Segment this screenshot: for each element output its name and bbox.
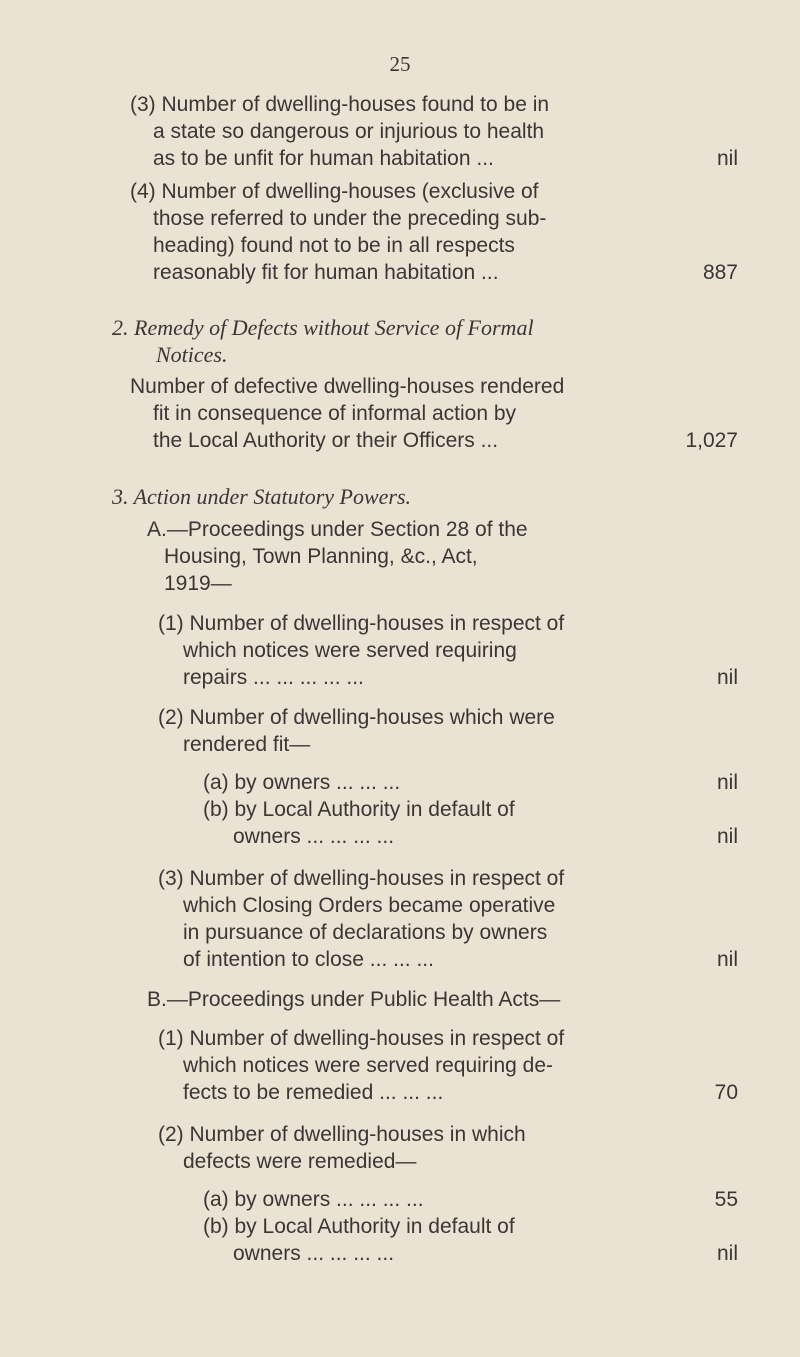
a1-value: nil [716,666,738,689]
section-a-line-1: A.—Proceedings under Section 28 of the [147,518,528,541]
item-4-line-1: (4) Number of dwelling-houses (exclusive of [130,180,539,203]
b2a-value: 55 [714,1188,738,1211]
a2b-value: nil [716,825,738,848]
a2a-value: nil [716,771,738,794]
item-4-line-4: reasonably fit for human habitation ... [153,261,499,284]
informal-value: 1,027 [685,429,738,452]
b2b-line-1: (b) by Local Authority in default of [203,1215,515,1238]
b1-value: 70 [714,1081,738,1104]
informal-line-1: Number of defective dwelling-houses rendered [130,375,565,398]
b2-line-2: defects were remedied— [183,1150,417,1173]
section-2-heading-cont: Notices. [156,342,228,367]
b2-line-1: (2) Number of dwelling-houses in which [158,1123,526,1146]
a2b-line-1: (b) by Local Authority in default of [203,798,515,821]
a1-line-2: which notices were served requiring [183,639,517,662]
a3-line-3: in pursuance of declarations by owners [183,921,548,944]
section-a-line-2: Housing, Town Planning, &c., Act, [164,545,478,568]
a2-line-2: rendered fit— [183,733,311,756]
a1-line-3: repairs ... ... ... ... ... [183,666,364,689]
item-3-line-3: as to be unfit for human habitation ... [153,147,494,170]
a3-line-2: which Closing Orders became operative [183,894,556,917]
a2b-line-2: owners ... ... ... ... [233,825,395,848]
page-number: 25 [389,52,411,76]
a2a-line: (a) by owners ... ... ... [203,771,401,794]
b1-line-3: fects to be remedied ... ... ... [183,1081,444,1104]
section-3-heading: 3. Action under Statutory Powers. [112,484,412,509]
item-3-value: nil [716,147,738,170]
a3-value: nil [716,948,738,971]
item-4-value: 887 [702,261,738,284]
section-b-heading: B.—Proceedings under Public Health Acts— [147,988,561,1011]
informal-line-2: fit in consequence of informal action by [153,402,517,425]
section-a-line-3: 1919— [164,572,232,595]
item-3-line-2: a state so dangerous or injurious to health [153,120,545,143]
item-3-line-1: (3) Number of dwelling-houses found to be in [130,93,550,116]
b2b-line-2: owners ... ... ... ... [233,1242,395,1265]
item-4-line-2: those referred to under the preceding sub- [153,207,547,230]
a3-line-4: of intention to close ... ... ... [183,948,434,971]
informal-line-3: the Local Authority or their Officers ... [153,429,499,452]
a1-line-1: (1) Number of dwelling-houses in respect of [158,612,565,635]
item-4-line-3: heading) found not to be in all respects [153,234,515,257]
a3-line-1: (3) Number of dwelling-houses in respect of [158,867,565,890]
b1-line-1: (1) Number of dwelling-houses in respect of [158,1027,565,1050]
section-2-heading: 2. Remedy of Defects without Service of Formal [112,315,534,340]
b1-line-2: which notices were served requiring de- [183,1054,554,1077]
b2a-line: (a) by owners ... ... ... ... [203,1188,424,1211]
a2-line-1: (2) Number of dwelling-houses which were [158,706,555,729]
b2b-value: nil [716,1242,738,1265]
